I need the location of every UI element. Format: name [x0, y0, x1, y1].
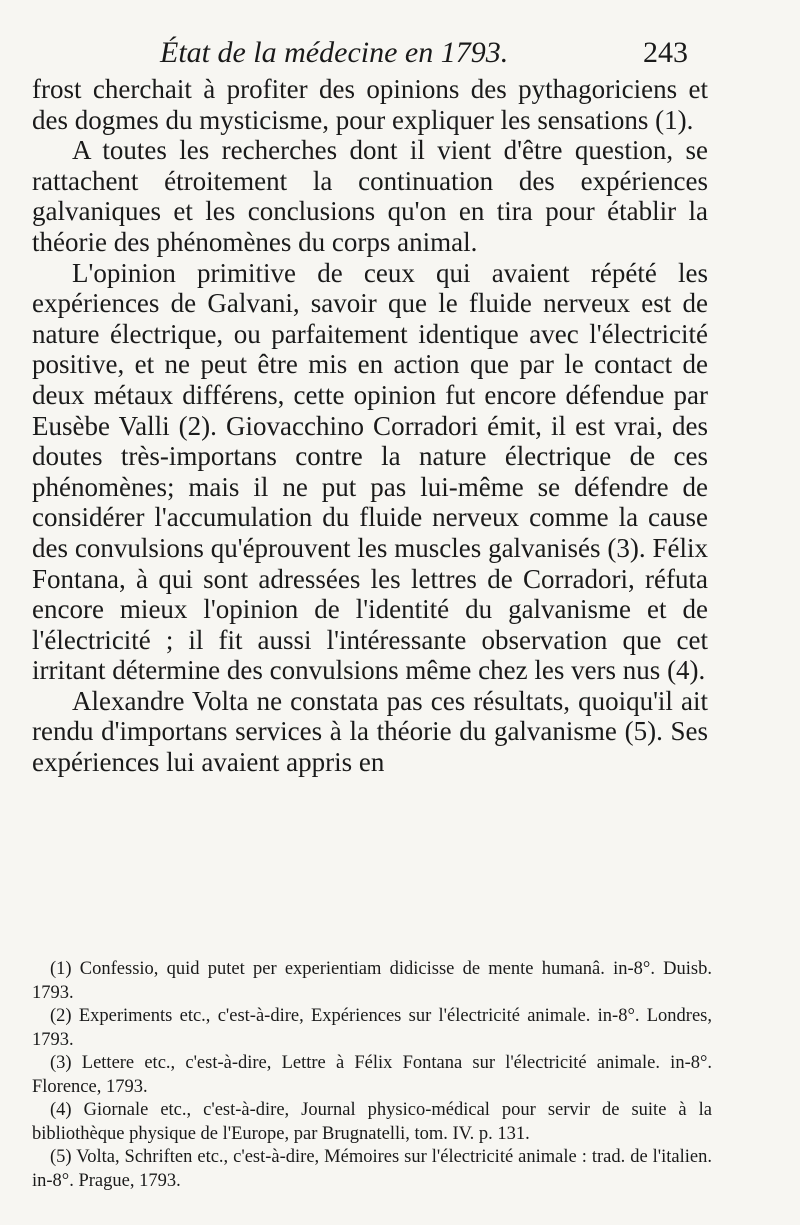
running-title: État de la médecine en 1793.	[160, 36, 509, 69]
paragraph: Alexandre Volta ne constata pas ces résultats, quoiqu'il ait rendu d'importans services à la théorie du galvanisme (5). Ses expériences lui avaient appris en	[32, 685, 708, 778]
footnote: (2) Experiments etc., c'est-à-dire, Expériences sur l'électricité animale. in-8°. Londres, 1793.	[32, 1006, 712, 1050]
paragraph: A toutes les recherches dont il vient d'être question, se rattachent étroitement la continuation des expériences galvaniques et les conclusions qu'on en tira pour établir la théorie des phénomènes du corps animal.	[32, 135, 708, 257]
body-text	[32, 74, 708, 778]
footnote: (1) Confessio, quid putet per experientiam didicisse de mente humanâ. in-8°. Duisb. 1793.	[32, 959, 712, 1003]
footnote: (5) Volta, Schriften etc., c'est-à-dire, Mémoires sur l'électricité animale : trad. de l'italien. in-8°. Prague, 1793.	[32, 1147, 712, 1191]
footnote: (3) Lettere etc., c'est-à-dire, Lettre à Félix Fontana sur l'électricité animale. in-8°. Florence, 1793.	[32, 1053, 712, 1097]
paragraph: L'opinion primitive de ceux qui avaient répété les expériences de Galvani, savoir que le fluide nerveux est de nature électrique, ou parfaitement identique avec l'électricité positive, et ne peut être mis en action que par le contact de deux métaux différens, cette opinion fut encore défendue par Eusèbe Valli (2). Giovacchino Corradori émit, il est vrai, des doutes très-importans contre la nature électrique de ces phénomènes; mais il ne put pas lui-même se défendre de considérer l'accumulation du fluide nerveux comme la cause des convulsions qu'éprouvent les muscles galvanisés (3). Félix Fontana, à qui sont adressées les lettres de Corradori, réfuta encore mieux l'opinion de l'identité du galvanisme et de l'électricité ; il fit aussi l'intéressante observation que cet irritant détermine des convulsions même chez les vers nus (4).	[32, 257, 708, 686]
paragraph: frost cherchait à profiter des opinions des pythagoriciens et des dogmes du mysticisme, pour expliquer les sensations (1).	[32, 74, 708, 135]
page-number: 243	[643, 36, 688, 69]
running-header	[0, 36, 800, 76]
footnote: (4) Giornale etc., c'est-à-dire, Journal physico-médical pour servir de suite à la bibliothèque physique de l'Europe, par Brugnatelli, tom. IV. p. 131.	[32, 1100, 712, 1144]
footnotes	[32, 958, 712, 1193]
